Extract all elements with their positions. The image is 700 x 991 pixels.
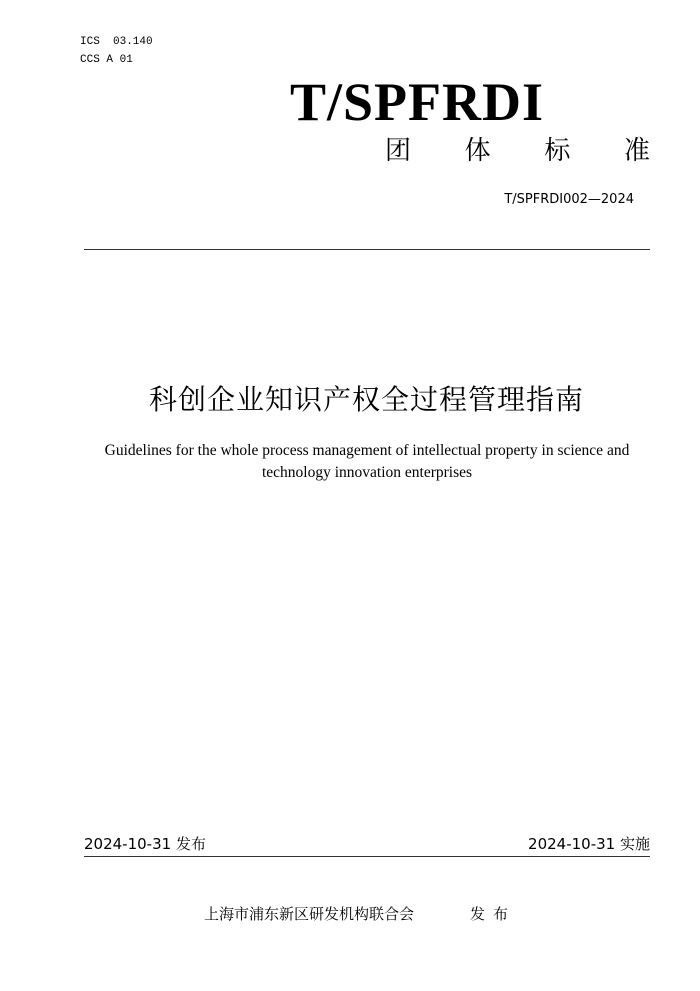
document-title-chinese: 科创企业知识产权全过程管理指南 <box>148 383 584 416</box>
issuing-organization: 上海市浦东新区研发机构联合会 <box>204 905 415 923</box>
standard-number: T/SPFRDI002—2024 <box>504 192 634 207</box>
publish-date: 2024-10-31 发布 <box>84 835 206 853</box>
standard-type-char: 准 <box>623 136 650 166</box>
document-title-english: Guidelines for the whole process management of intellectual property in science and technology innovation enterprises <box>104 442 630 481</box>
standard-type-char: 标 <box>544 136 571 166</box>
standard-code: T/SPFRDI <box>290 72 545 132</box>
ics-code: ICS 03.140 <box>80 36 153 48</box>
standard-type-char: 体 <box>464 136 491 166</box>
top-divider <box>84 249 650 250</box>
bottom-divider <box>84 856 650 857</box>
standard-type <box>385 134 650 168</box>
ccs-code: CCS A 01 <box>80 54 133 66</box>
issue-label: 发布 <box>470 905 517 923</box>
implementation-date: 2024-10-31 实施 <box>528 835 650 853</box>
standard-type-char: 团 <box>385 136 412 166</box>
